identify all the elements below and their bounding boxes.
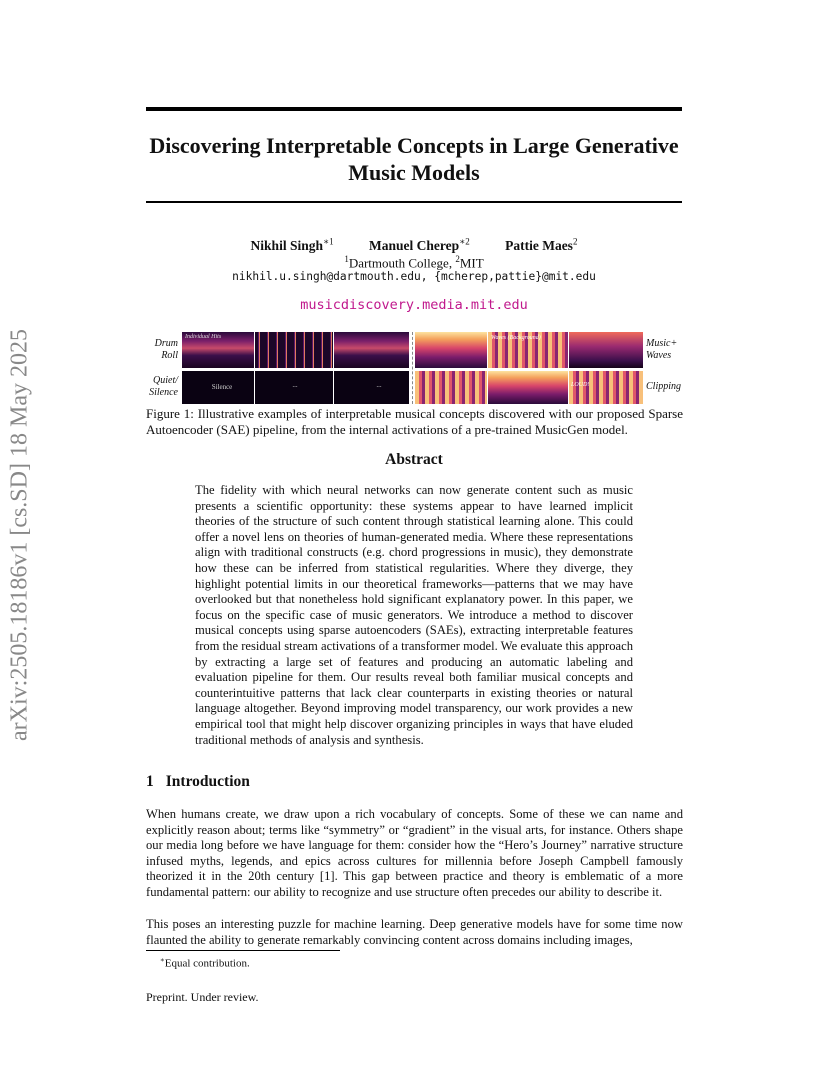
title-top-rule — [146, 107, 682, 111]
author-list — [146, 236, 682, 254]
preprint-notice: Preprint. Under review. — [146, 990, 259, 1004]
spectrogram-waves-1 — [415, 332, 487, 368]
individual-hits-note: Individual Hits — [185, 334, 222, 340]
spectrogram-drum-2 — [255, 332, 333, 368]
section-number: 1 — [146, 773, 154, 790]
spectrogram-clipping-2 — [488, 371, 568, 404]
author-1: Nikhil Singh$^{∗1}$ — [250, 236, 334, 253]
loud-note: LOUD! — [571, 382, 590, 388]
affiliations: $^1$Dartmouth College, $^2$MIT — [344, 254, 484, 271]
title-bottom-rule — [146, 201, 682, 203]
abstract-heading: Abstract — [385, 451, 443, 468]
abstract-body: The fidelity with which neural networks can now generate content such as music presents a scientific opportunity: these systems appear to have learned implicit theories of the structure of such content through statistical learning alone. This could offer a novel lens on theories of human-generated media. Where these representations align with traditional constructs (e.g. chord progressions in music), they demonstrate how these can be inferred from statistical regularities. Where they diverge, they highlight potential limits in our theoretical frameworks—patterns that we may have overlooked but that nonetheless hold significant explanatory power. In this paper, we focus on the specific case of music generators. We introduce a method to discover musical concepts using sparse autoencoders (SAEs), extracting interpretable features from the residual stream activations of a transformer model. We evaluate this approach by extracting a large set of features and producing an automatic labeling and evaluation pipeline for them. Our results reveal both familiar musical concepts and counterintuitive patterns that lack clear counterparts in existing theories or natural language altogether. Beyond improving model transparency, our work provides a new empirical tool that might help discover organizing principles in ways that have eluded traditional methods of analysis and synthesis. — [195, 483, 633, 747]
ellipsis-note-2: ... — [376, 381, 382, 389]
footnote-rule — [146, 950, 340, 951]
waves-background-note: Waves (Background) — [491, 335, 541, 341]
author-2: Manuel Cherep$^{∗2}$ — [368, 236, 470, 253]
spectrogram-drum-1 — [182, 332, 254, 368]
section-title: Introduction — [165, 773, 250, 790]
spectrogram-silence-2 — [255, 371, 333, 404]
spectrogram-drum-3 — [334, 332, 409, 368]
author-3: Pattie Maes$^2$ — [505, 236, 578, 253]
figure-1 — [146, 330, 683, 406]
label-clipping: Clipping — [646, 381, 682, 392]
intro-paragraph-2: This poses an interesting puzzle for machine learning. Deep generative models have for some time now flaunted the ability to generate remarkably convincing content across domains including images, — [146, 917, 683, 947]
spectrogram-silence-1 — [182, 371, 254, 404]
paper-title: Discovering Interpretable Concepts in Large Generative Music Models — [149, 133, 679, 185]
footnote: ∗Equal contribution. — [160, 956, 250, 970]
intro-paragraph-1: When humans create, we draw upon a rich vocabulary of concepts. Some of these we can name and explicitly reason about; terms like “symmetry” or “gradient” in the visual arts, for instance. Others shape our media long before we have language for them: consider how the “Hero’s Journey” narrative structure infused myths, legends, and epics across cultures for millennia before Joseph Campbell famously theorized it in the 20th century [1]. This gap between practice and theory is emblematic of a more fundamental pattern: our ability to recognize and use structure often precedes our ability to describe it. — [146, 807, 683, 899]
author-emails[interactable]: nikhil.u.singh@dartmouth.edu, {mcherep,pattie}@mit.edu — [232, 270, 596, 283]
section-heading-introduction — [146, 773, 262, 791]
label-music-waves: Music+ Waves — [646, 338, 678, 361]
figure-divider — [412, 332, 413, 404]
figure-1-caption: Figure 1: Illustrative examples of interpretable musical concepts discovered with our proposed Sparse Autoencoder (SAE) pipeline, from the internal activations of a pre-trained MusicGen model. — [146, 406, 683, 437]
spectrogram-waves-3 — [569, 332, 643, 368]
spectrogram-clipping-1 — [415, 371, 487, 404]
spectrogram-clipping-3 — [569, 371, 643, 404]
silence-note: Silence — [211, 383, 233, 391]
label-quiet-silence: Quiet/ Silence — [149, 375, 178, 398]
project-url-link[interactable]: musicdiscovery.media.mit.edu — [300, 297, 528, 313]
spectrogram-waves-2 — [488, 332, 568, 368]
spectrogram-silence-3 — [334, 371, 409, 404]
label-drum-roll: Drum Roll — [154, 338, 178, 361]
arxiv-stamp-text: arXiv:2505.18186v1 [cs.SD] 18 May 2025 — [6, 329, 33, 741]
ellipsis-note-1: ... — [292, 381, 298, 389]
